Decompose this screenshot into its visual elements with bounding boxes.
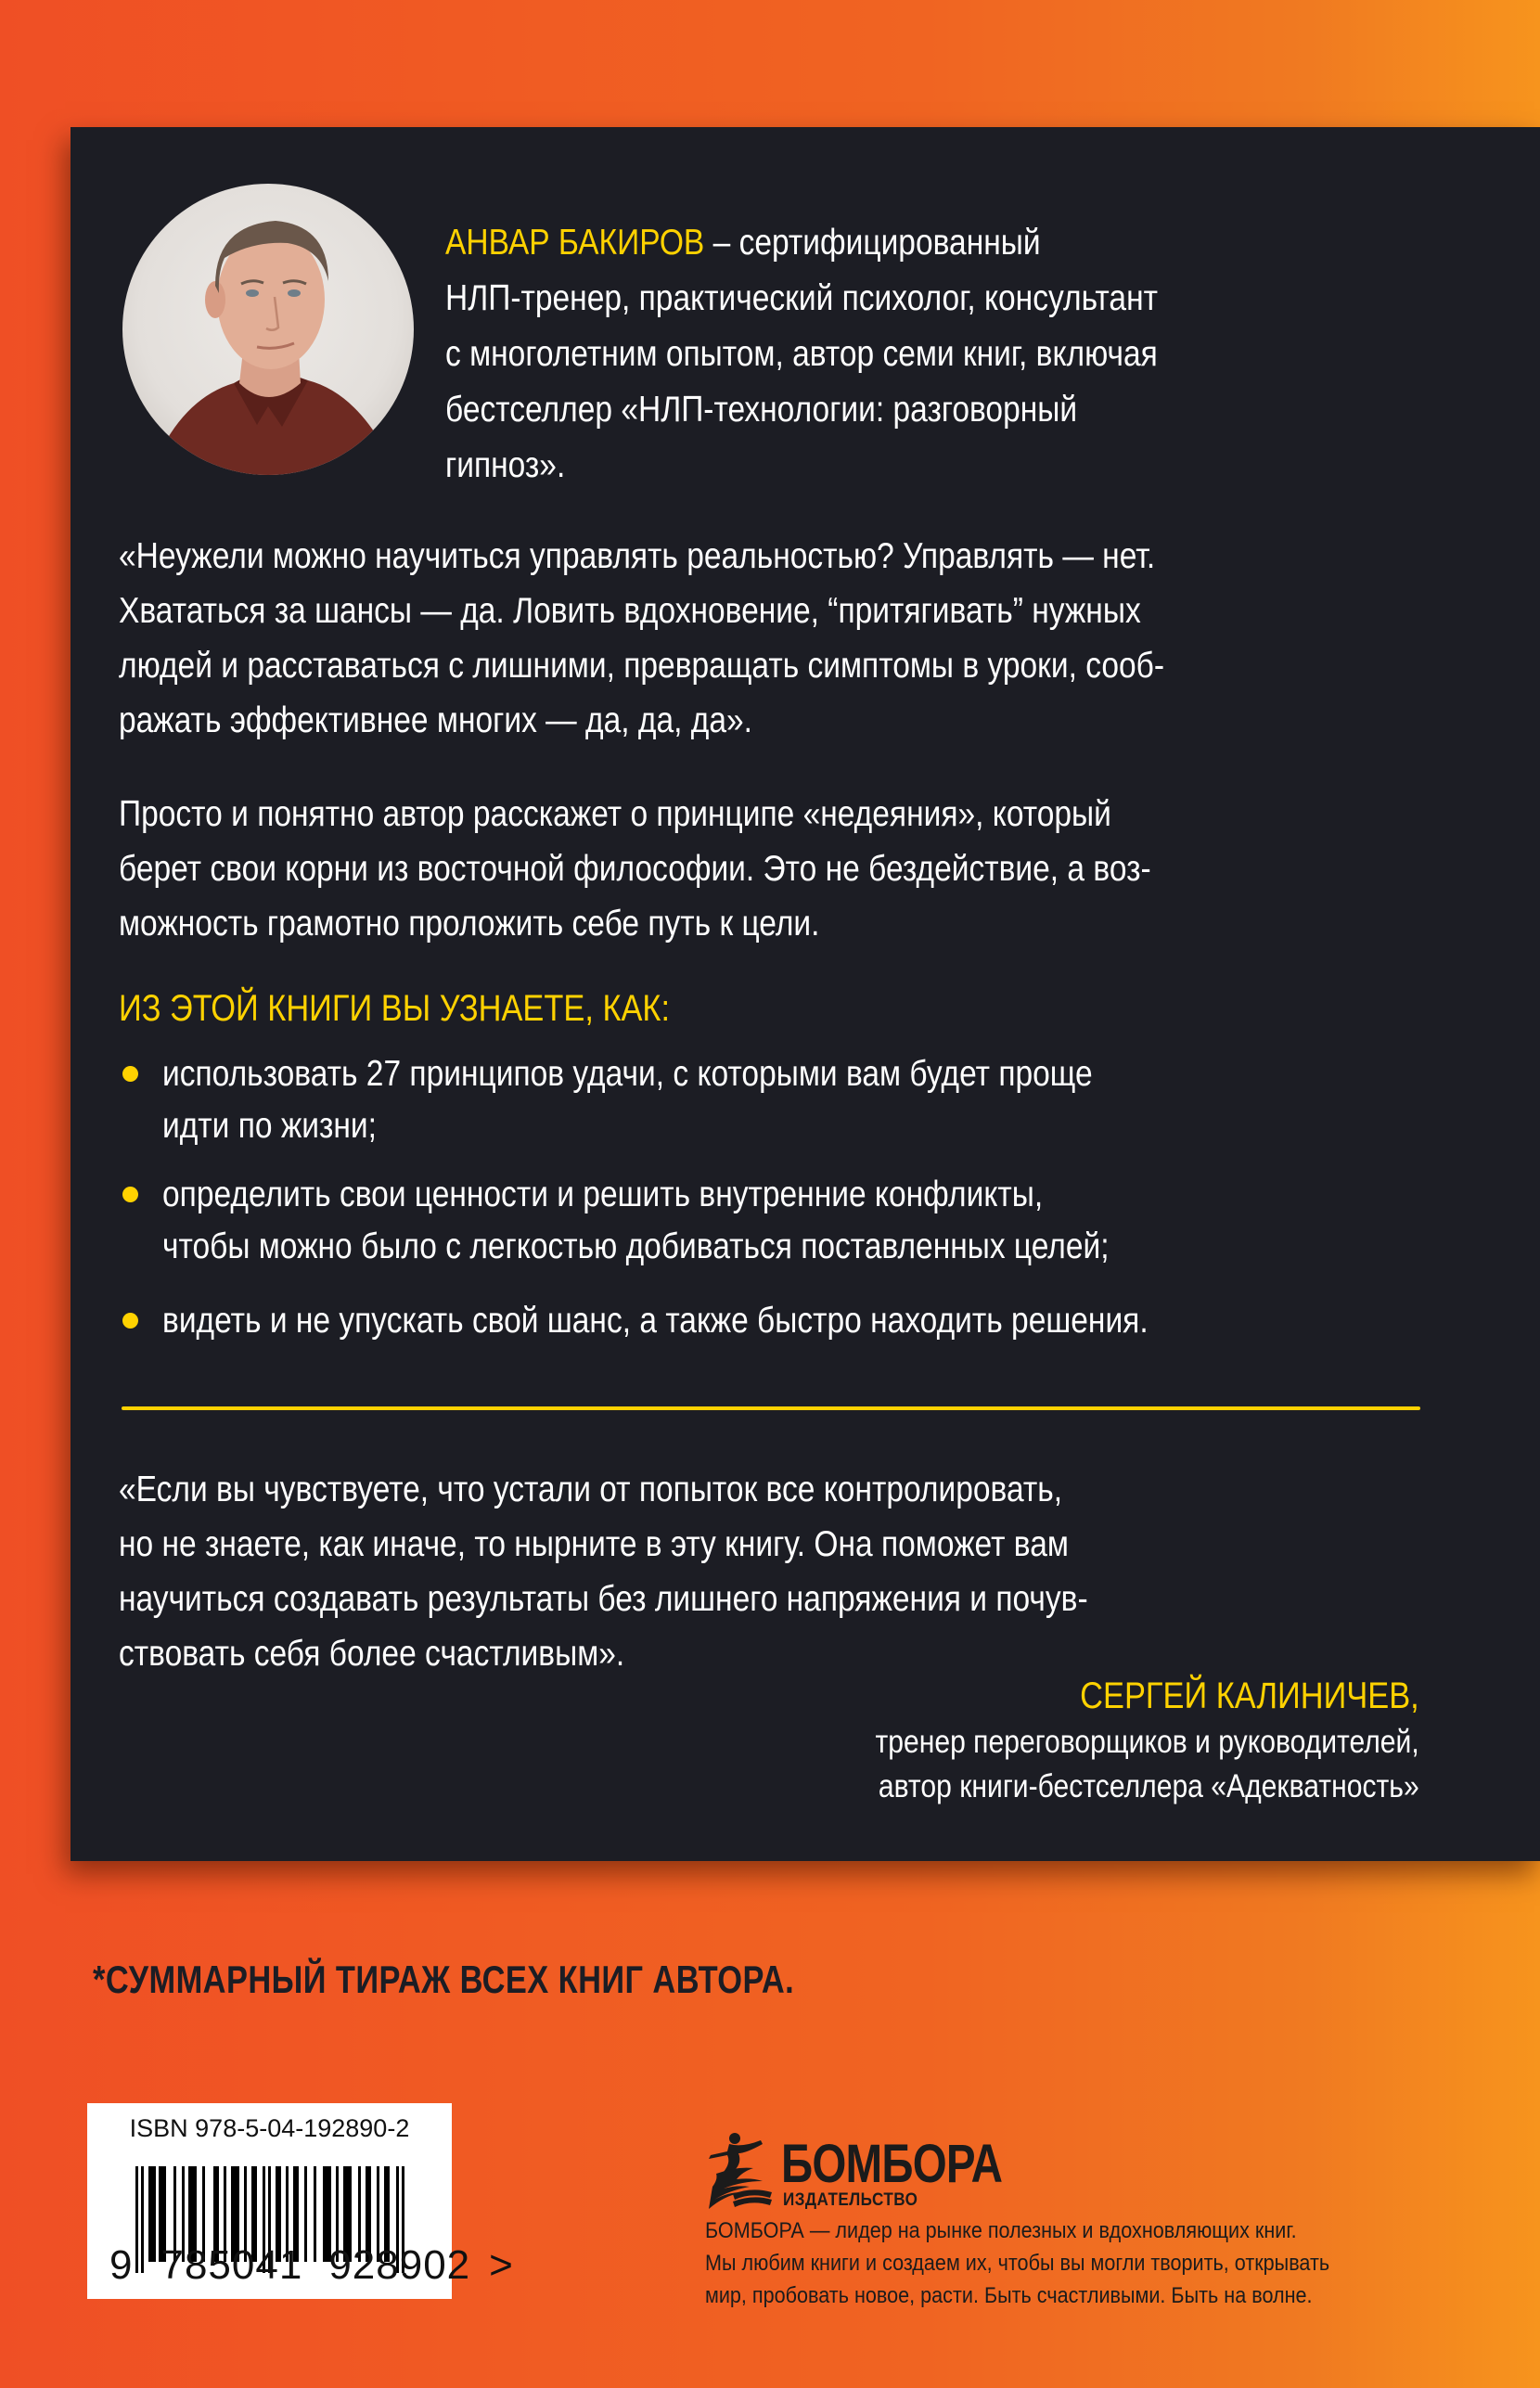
book-description <box>119 787 1319 951</box>
bio-line: бестселлер «НЛП-технологии: разговорный <box>445 390 1078 430</box>
description-line: можность грамотно проложить себе путь к цели. <box>119 904 820 944</box>
quote-line: но не знаете, как иначе, то нырните в эту книгу. Она поможет вам <box>119 1524 1069 1564</box>
review-quote <box>119 1462 1246 1681</box>
description-line: берет свои корни из восточной философии. Это не бездействие, а воз- <box>119 849 1151 889</box>
quote-line: «Если вы чувствуете, что устали от попыток все контролировать, <box>119 1470 1063 1509</box>
description-line: Просто и понятно автор расскажет о принципе «недеяния», который <box>119 794 1111 834</box>
review-attribution <box>787 1672 1419 1809</box>
author-quote <box>119 529 1335 748</box>
quote-line: ражать эффективнее многих — да, да, да». <box>119 700 752 740</box>
bullet-dot-icon <box>122 1187 138 1202</box>
bombora-surfer-logo-icon <box>705 2131 776 2210</box>
circulation-footnote: *СУММАРНЫЙ ТИРАЖ ВСЕХ КНИГ АВТОРА. <box>93 1958 795 2001</box>
bio-line: НЛП-тренер, практический психолог, консультант <box>445 278 1158 318</box>
bio-line: с многолетним опытом, автор семи книг, включая <box>445 334 1158 374</box>
author-photo <box>122 184 414 475</box>
quote-line: «Неужели можно научиться управлять реальностью? Управлять — нет. <box>119 536 1156 576</box>
bullet-dot-icon <box>122 1066 138 1082</box>
author-portrait-icon <box>122 184 414 475</box>
quote-line: людей и расставаться с лишними, превращать симптомы в уроки, сооб- <box>119 646 1165 686</box>
quote-line: Хвататься за шансы — да. Ловить вдохновение, “притягивать” нужных <box>119 591 1141 631</box>
ean-digits: 9 785041 928902 > <box>109 2242 514 2288</box>
yellow-divider <box>122 1406 1420 1410</box>
reviewer-role: тренер переговорщиков и руководителей, <box>875 1724 1419 1760</box>
publisher-logo <box>705 2129 1003 2213</box>
author-bio <box>445 215 1274 494</box>
reviewer-credential: автор книги-бестселлера «Адекватность» <box>879 1768 1419 1804</box>
bio-line-1: АНВАР БАКИРОВ – сертифицированный <box>445 223 1041 263</box>
isbn-label: ISBN 978-5-04-192890-2 <box>129 2114 410 2142</box>
bio-line: гипноз». <box>445 445 566 485</box>
publisher-description: БОМБОРА — лидер на рынке полезных и вдохновляющих книг. Мы любим книги и создаем их, чтобы вы могли творить, открывать мир, пробовать новое, расти. Быть счастливыми. Быть на волне. <box>705 2218 1330 2308</box>
learn-heading: ИЗ ЭТОЙ КНИГИ ВЫ УЗНАЕТЕ, КАК: <box>119 988 671 1029</box>
isbn-barcode <box>87 2103 514 2299</box>
reviewer-name: СЕРГЕЙ КАЛИНИЧЕВ, <box>1080 1675 1419 1716</box>
bullet-dot-icon <box>122 1313 138 1329</box>
quote-line: научиться создавать результаты без лишнего напряжения и почув- <box>119 1579 1088 1619</box>
quote-line: ствовать себя более счастливым». <box>119 1634 625 1674</box>
author-name: АНВАР БАКИРОВ <box>445 223 705 263</box>
publisher-subtitle: ИЗДАТЕЛЬСТВО <box>783 2190 918 2210</box>
publisher-name: БОМБОРА <box>781 2134 1003 2194</box>
